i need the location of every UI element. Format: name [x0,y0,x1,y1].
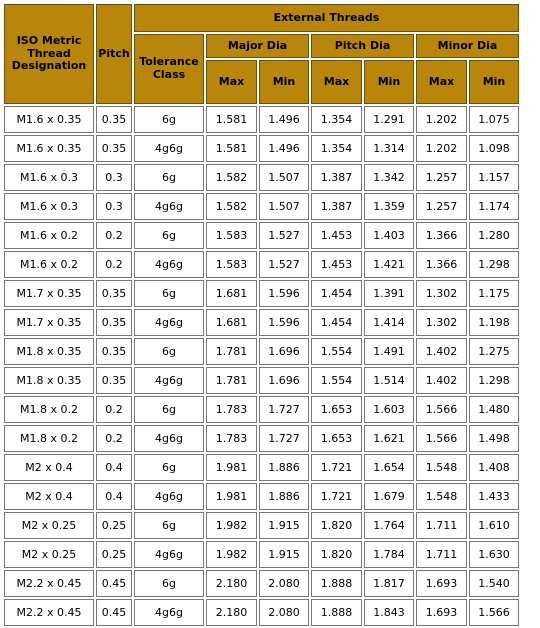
minor-min-cell: 1.298 [469,251,519,278]
pitch-min-cell: 1.679 [364,483,414,510]
pitch-cell: 0.35 [96,106,132,133]
major-max-cell: 1.583 [206,222,257,249]
minor-max-cell: 1.402 [416,367,467,394]
table-row [4,396,519,423]
pitch-dia-header: Pitch Dia [311,34,414,58]
minor-min-cell: 1.280 [469,222,519,249]
major-min-cell: 1.527 [259,251,309,278]
pitch-cell: 0.4 [96,483,132,510]
minor-min-cell: 1.174 [469,193,519,220]
tolerance-cell: 4g6g [134,135,204,162]
major-max-cell: 1.582 [206,193,257,220]
tolerance-cell: 6g [134,512,204,539]
pitch-max-cell: 1.453 [311,251,362,278]
tolerance-cell: 4g6g [134,367,204,394]
pitch-min-cell: 1.843 [364,599,414,626]
major-min-cell: 1.696 [259,338,309,365]
major-max-cell: 1.781 [206,338,257,365]
pitch-header: Pitch [96,4,132,104]
pitch-cell: 0.35 [96,367,132,394]
pitch-min-cell: 1.314 [364,135,414,162]
tolerance-class-header: Tolerance Class [134,34,204,104]
pitch-cell: 0.35 [96,280,132,307]
major-max-cell: 1.681 [206,309,257,336]
tolerance-cell: 6g [134,280,204,307]
table-row [4,367,519,394]
minor-min-header: Min [469,60,519,104]
major-min-header: Min [259,60,309,104]
minor-min-cell: 1.175 [469,280,519,307]
minor-max-cell: 1.257 [416,164,467,191]
pitch-min-cell: 1.817 [364,570,414,597]
tolerance-cell: 6g [134,570,204,597]
minor-min-cell: 1.630 [469,541,519,568]
pitch-min-cell: 1.654 [364,454,414,481]
major-max-cell: 2.180 [206,570,257,597]
pitch-max-cell: 1.820 [311,541,362,568]
major-min-cell: 1.696 [259,367,309,394]
designation-cell: M1.6 x 0.35 [4,135,94,162]
pitch-cell: 0.3 [96,164,132,191]
minor-max-cell: 1.693 [416,599,467,626]
designation-cell: M2 x 0.4 [4,454,94,481]
pitch-min-cell: 1.391 [364,280,414,307]
pitch-max-cell: 1.653 [311,425,362,452]
major-min-cell: 1.507 [259,193,309,220]
pitch-max-cell: 1.721 [311,454,362,481]
pitch-min-cell: 1.359 [364,193,414,220]
pitch-min-cell: 1.491 [364,338,414,365]
minor-max-cell: 1.711 [416,512,467,539]
major-max-cell: 1.681 [206,280,257,307]
tolerance-cell: 6g [134,396,204,423]
pitch-min-cell: 1.414 [364,309,414,336]
designation-cell: M1.8 x 0.35 [4,338,94,365]
minor-max-cell: 1.302 [416,280,467,307]
table-row [4,454,519,481]
major-min-cell: 1.915 [259,541,309,568]
major-max-cell: 2.180 [206,599,257,626]
designation-cell: M2.2 x 0.45 [4,570,94,597]
minor-min-cell: 1.433 [469,483,519,510]
pitch-cell: 0.2 [96,222,132,249]
minor-max-cell: 1.693 [416,570,467,597]
pitch-max-header: Max [311,60,362,104]
major-min-cell: 2.080 [259,599,309,626]
tolerance-cell: 4g6g [134,425,204,452]
pitch-min-cell: 1.514 [364,367,414,394]
major-min-cell: 1.886 [259,483,309,510]
minor-max-cell: 1.257 [416,193,467,220]
pitch-cell: 0.2 [96,251,132,278]
pitch-max-cell: 1.721 [311,483,362,510]
minor-max-cell: 1.302 [416,309,467,336]
pitch-min-cell: 1.603 [364,396,414,423]
designation-header: ISO Metric Thread Designation [4,4,94,104]
tolerance-cell: 4g6g [134,193,204,220]
pitch-max-cell: 1.554 [311,338,362,365]
minor-min-cell: 1.157 [469,164,519,191]
table-row [4,512,519,539]
designation-cell: M1.7 x 0.35 [4,280,94,307]
major-max-cell: 1.783 [206,396,257,423]
table-row [4,106,519,133]
minor-min-cell: 1.098 [469,135,519,162]
major-min-cell: 1.496 [259,135,309,162]
pitch-max-cell: 1.354 [311,135,362,162]
major-max-cell: 1.981 [206,454,257,481]
designation-cell: M2.2 x 0.45 [4,599,94,626]
table-row [4,599,519,626]
pitch-cell: 0.25 [96,512,132,539]
tolerance-cell: 6g [134,106,204,133]
pitch-max-cell: 1.554 [311,367,362,394]
pitch-cell: 0.45 [96,570,132,597]
major-max-cell: 1.581 [206,106,257,133]
tolerance-cell: 4g6g [134,541,204,568]
table-body [4,106,519,626]
pitch-cell: 0.35 [96,309,132,336]
designation-cell: M1.6 x 0.3 [4,164,94,191]
tolerance-cell: 4g6g [134,309,204,336]
table-row [4,164,519,191]
pitch-min-cell: 1.342 [364,164,414,191]
tolerance-cell: 4g6g [134,483,204,510]
pitch-cell: 0.35 [96,135,132,162]
major-min-cell: 1.727 [259,396,309,423]
major-min-cell: 1.507 [259,164,309,191]
minor-min-cell: 1.298 [469,367,519,394]
pitch-max-cell: 1.387 [311,164,362,191]
pitch-min-cell: 1.784 [364,541,414,568]
pitch-max-cell: 1.387 [311,193,362,220]
major-max-cell: 1.583 [206,251,257,278]
designation-cell: M2 x 0.4 [4,483,94,510]
minor-min-cell: 1.566 [469,599,519,626]
major-dia-header: Major Dia [206,34,309,58]
pitch-cell: 0.2 [96,425,132,452]
external-threads-header: External Threads [134,4,519,32]
designation-cell: M1.6 x 0.3 [4,193,94,220]
table-row [4,222,519,249]
table-row [4,425,519,452]
minor-max-cell: 1.366 [416,251,467,278]
minor-max-cell: 1.202 [416,135,467,162]
major-min-cell: 1.596 [259,309,309,336]
minor-max-cell: 1.548 [416,483,467,510]
pitch-cell: 0.45 [96,599,132,626]
pitch-min-cell: 1.621 [364,425,414,452]
minor-max-header: Max [416,60,467,104]
pitch-max-cell: 1.653 [311,396,362,423]
major-max-cell: 1.581 [206,135,257,162]
designation-cell: M1.6 x 0.2 [4,222,94,249]
pitch-cell: 0.4 [96,454,132,481]
pitch-max-cell: 1.888 [311,599,362,626]
pitch-max-cell: 1.820 [311,512,362,539]
minor-min-cell: 1.540 [469,570,519,597]
tolerance-cell: 6g [134,338,204,365]
major-min-cell: 1.527 [259,222,309,249]
major-max-cell: 1.982 [206,541,257,568]
major-max-cell: 1.783 [206,425,257,452]
major-min-cell: 2.080 [259,570,309,597]
pitch-max-cell: 1.453 [311,222,362,249]
minor-max-cell: 1.566 [416,396,467,423]
table-row [4,309,519,336]
designation-cell: M1.6 x 0.35 [4,106,94,133]
minor-min-cell: 1.198 [469,309,519,336]
table-header [4,4,519,104]
minor-max-cell: 1.711 [416,541,467,568]
pitch-max-cell: 1.354 [311,106,362,133]
minor-min-cell: 1.480 [469,396,519,423]
major-max-cell: 1.981 [206,483,257,510]
designation-cell: M1.8 x 0.2 [4,425,94,452]
minor-max-cell: 1.202 [416,106,467,133]
minor-max-cell: 1.548 [416,454,467,481]
pitch-min-cell: 1.764 [364,512,414,539]
table-row [4,135,519,162]
major-max-cell: 1.982 [206,512,257,539]
minor-max-cell: 1.566 [416,425,467,452]
table-row [4,483,519,510]
tolerance-cell: 6g [134,222,204,249]
minor-min-cell: 1.610 [469,512,519,539]
pitch-min-cell: 1.291 [364,106,414,133]
minor-dia-header: Minor Dia [416,34,519,58]
pitch-cell: 0.2 [96,396,132,423]
tolerance-cell: 4g6g [134,599,204,626]
designation-cell: M1.7 x 0.35 [4,309,94,336]
table-row [4,541,519,568]
pitch-max-cell: 1.454 [311,309,362,336]
minor-min-cell: 1.498 [469,425,519,452]
table-row [4,338,519,365]
minor-min-cell: 1.075 [469,106,519,133]
tolerance-cell: 4g6g [134,251,204,278]
pitch-cell: 0.3 [96,193,132,220]
major-max-header: Max [206,60,257,104]
major-min-cell: 1.496 [259,106,309,133]
minor-min-cell: 1.275 [469,338,519,365]
minor-max-cell: 1.402 [416,338,467,365]
tolerance-cell: 6g [134,454,204,481]
major-max-cell: 1.781 [206,367,257,394]
pitch-max-cell: 1.888 [311,570,362,597]
minor-max-cell: 1.366 [416,222,467,249]
designation-cell: M1.8 x 0.2 [4,396,94,423]
table-row [4,570,519,597]
table-row [4,280,519,307]
major-min-cell: 1.915 [259,512,309,539]
tolerance-cell: 6g [134,164,204,191]
major-min-cell: 1.727 [259,425,309,452]
designation-cell: M2 x 0.25 [4,541,94,568]
table-row [4,251,519,278]
thread-table-container [2,2,521,628]
iso-metric-thread-table [2,2,521,628]
major-min-cell: 1.596 [259,280,309,307]
pitch-max-cell: 1.454 [311,280,362,307]
major-min-cell: 1.886 [259,454,309,481]
minor-min-cell: 1.408 [469,454,519,481]
pitch-cell: 0.35 [96,338,132,365]
table-row [4,193,519,220]
pitch-min-header: Min [364,60,414,104]
designation-cell: M1.8 x 0.35 [4,367,94,394]
pitch-min-cell: 1.403 [364,222,414,249]
major-max-cell: 1.582 [206,164,257,191]
designation-cell: M2 x 0.25 [4,512,94,539]
designation-cell: M1.6 x 0.2 [4,251,94,278]
pitch-cell: 0.25 [96,541,132,568]
pitch-min-cell: 1.421 [364,251,414,278]
